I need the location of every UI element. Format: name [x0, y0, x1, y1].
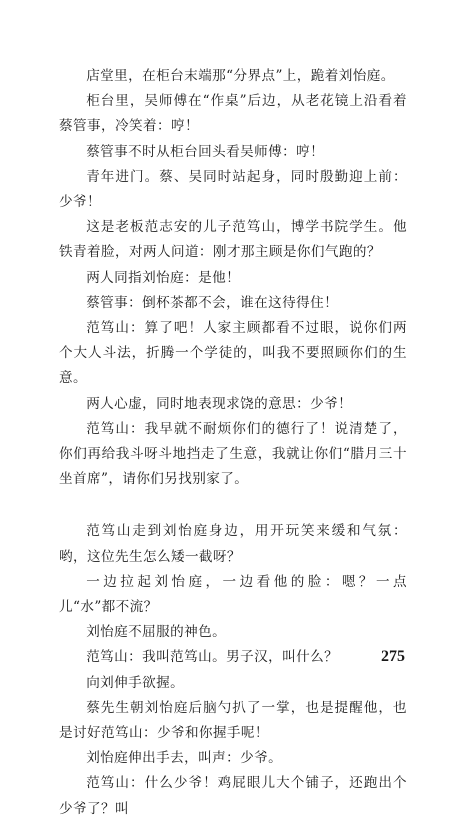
text-block-top: [59, 64, 407, 492]
paragraph: 两人同指刘怡庭：是他！: [86, 269, 241, 286]
paragraph: 范笃山：我叫范笃山。男子汉，叫什么？: [86, 649, 339, 666]
paragraph: 刘怡庭不屈服的神色。: [86, 624, 227, 641]
paragraph: 向刘伸手欲握。: [86, 674, 185, 691]
paragraph: 一边拉起刘怡庭，一边看他的脸：嗯？一点儿“水”都不流？: [59, 573, 407, 616]
paragraph: 范笃山走到刘怡庭身边，用开玩笑来缓和气氛：哟，这位先生怎么矮一截呀？: [59, 523, 407, 565]
paragraph: 刘怡庭伸出手去，叫声：少爷。: [86, 750, 283, 767]
scene-break: [59, 492, 407, 519]
page-number: 275: [381, 648, 405, 665]
paragraph: 柜台里，吴师傅在“作桌”后边，从老花镜上沿看着蔡管事，冷笑着：哼！: [59, 93, 407, 135]
text-block-bottom: [59, 519, 407, 821]
book-page-body: [59, 64, 407, 822]
paragraph: 这是老板范志安的儿子范笃山，博学书院学生。他铁青着脸，对两人问道：刚才那主顾是你们气跑的？: [59, 219, 407, 261]
paragraph: 蔡管事不时从柜台回头看吴师傅：哼！: [86, 143, 325, 160]
paragraph: 蔡先生朝刘怡庭后脑勺扒了一掌，也是提醒他，也是讨好范笃山：少爷和你握手呢！: [59, 699, 407, 742]
paragraph: 店堂里，在柜台末端那“分界点”上，跪着刘怡庭。: [86, 68, 395, 84]
paragraph: 范笃山：我早就不耐烦你们的德行了！说清楚了，你们再给我斗呀斗地挡走了生意，我就让你们“腊月三十坐首席”，请你们另找别家了。: [59, 420, 407, 488]
paragraph: 范笃山：算了吧！人家主顾都看不过眼，说你们两个大人斗法，折腾一个学徒的，叫我不要照顾你们的生意。: [59, 320, 407, 387]
paragraph: 两人心虚，同时地表现求饶的意思：少爷！: [86, 395, 353, 412]
paragraph: 蔡管事：倒杯茶都不会，谁在这待得住！: [86, 294, 339, 311]
paragraph: 范笃山：什么少爷！鸡屁眼儿大个铺子，还跑出个少爷了？叫: [59, 775, 407, 817]
paragraph: 青年进门。蔡、吴同时站起身，同时殷勤迎上前：少爷！: [59, 168, 407, 211]
